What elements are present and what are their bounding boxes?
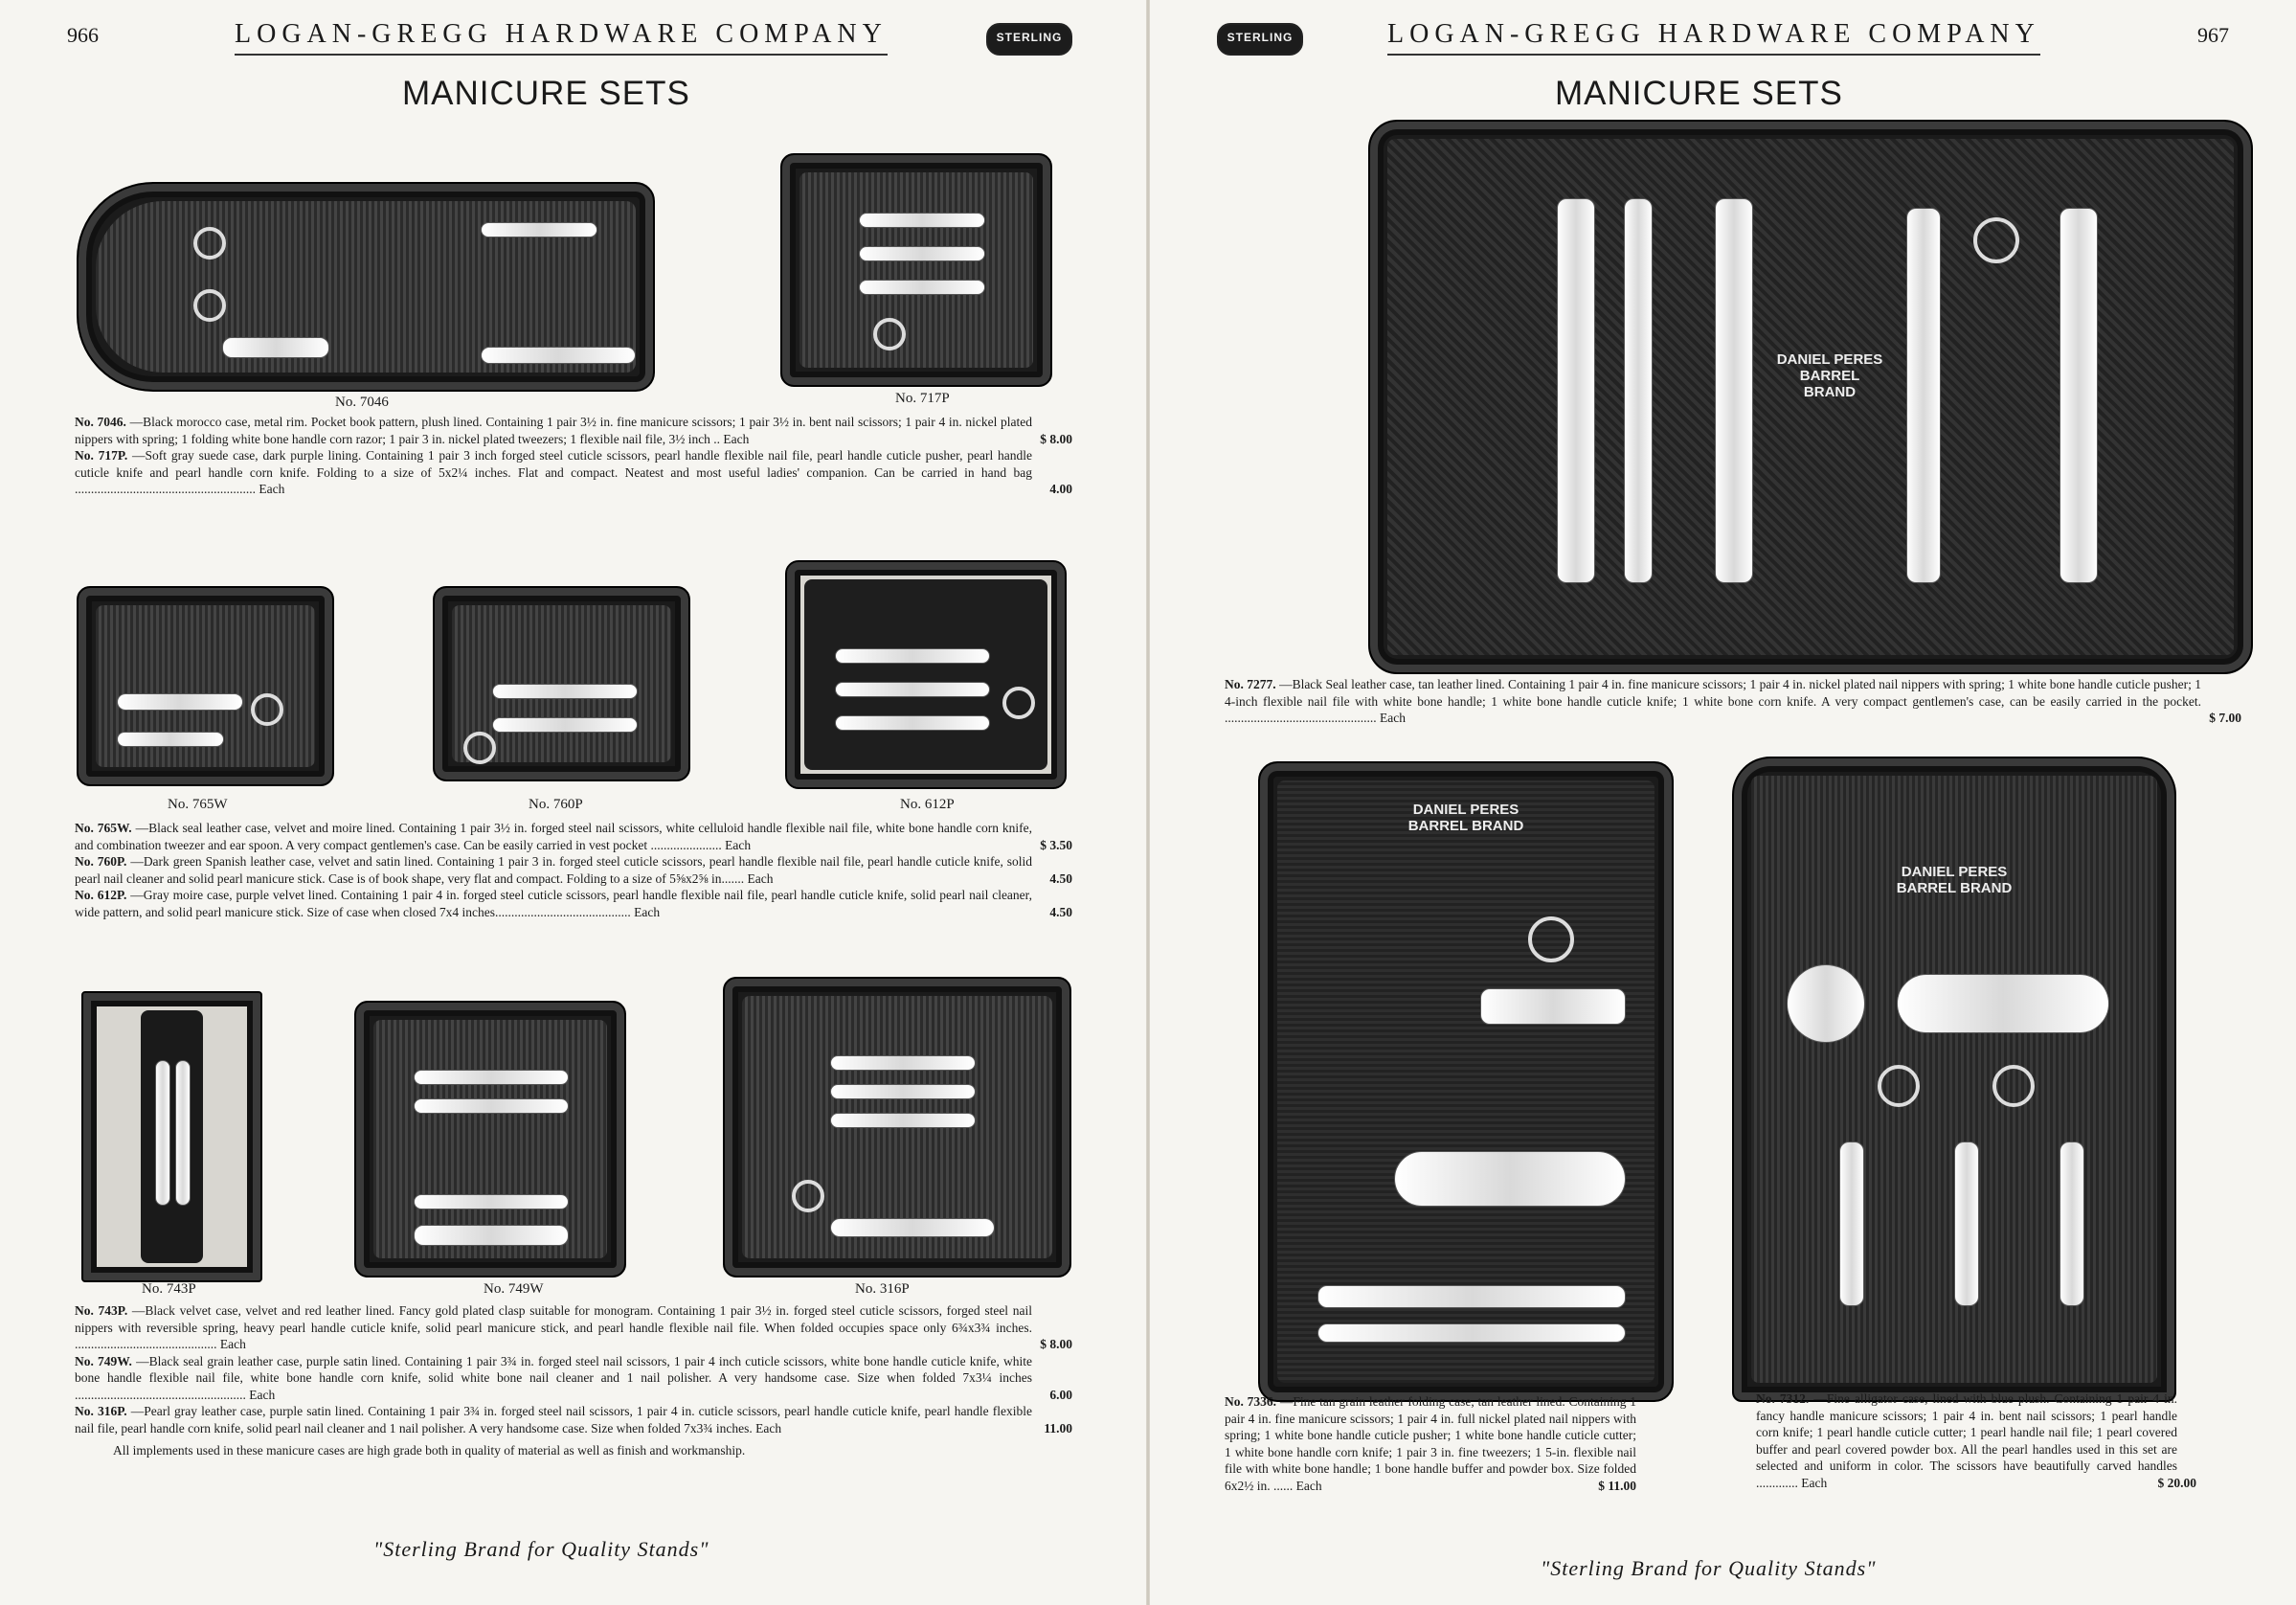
tool-handle bbox=[830, 1113, 976, 1128]
tool-handle bbox=[859, 213, 985, 228]
price: $ 8.00 bbox=[1040, 1337, 1072, 1351]
scissors-icon bbox=[251, 693, 283, 726]
scissors-icon bbox=[193, 227, 226, 260]
price: 11.00 bbox=[1044, 1420, 1072, 1435]
tool-handle bbox=[117, 693, 243, 711]
tool-handle bbox=[155, 1060, 170, 1206]
tool-handle bbox=[492, 684, 638, 699]
entry-743p: No. 743P. —Black velvet case, velvet and red leather lined. Fancy gold plated clasp suitable for monogram. Containing 1 pair 3½ in. forged steel cuticle scissors, forged steel nail nippers with reversible spring, heavy pearl handle cuticle knife, solid pearl manicure stick, and pearl handle flexible nail file. When folded occupies space only 6¾x3¾ inches. ............................................ Each $ 8.00 bbox=[75, 1303, 1072, 1351]
entry-765w: No. 765W. —Black seal leather case, velvet and moire lined. Containing 1 pair 3½ in. forged steel nail scissors, white celluloid handle flexible nail file, white bone handle corn knife, and combination tweezer and ear spoon. A very compact gentlemen's case. Can be easily carried in vest pocket ...................... Each $ 3.50 bbox=[75, 821, 1072, 852]
figure-7336 bbox=[1258, 761, 1674, 1402]
slogan: "Sterling Brand for Quality Stands" bbox=[373, 1537, 709, 1561]
page-title: MANICURE SETS bbox=[402, 75, 690, 112]
tool-handle bbox=[481, 347, 636, 364]
entry-717p: No. 717P. —Soft gray suede case, dark purple lining. Containing 1 pair 3 inch forged steel cuticle scissors, pearl handle flexible nail file, pearl handle cuticle pusher, pearl handle cuticle knife and pearl handle corn knife. Folding to a size of 5x2¼ inches. Flat and compact. Neatest and most useful ladies' companion. Can be carried in hand bag ........................................................ Each 4.00 bbox=[75, 448, 1072, 496]
price: $ 11.00 bbox=[1598, 1478, 1636, 1493]
figure-7312 bbox=[1732, 757, 2176, 1402]
tool-handle bbox=[1317, 1285, 1626, 1308]
figure-label: No. 717P bbox=[895, 391, 950, 406]
entry-7312: No. 7312. —Fine alligator case, lined with blue plush. Containing 1 pair 4 in. fancy handle manicure scissors; 1 pair 4 in. bent nail scissors; 1 pearl handle corn knife; 1 pearl handle cuticle cutter; 1 pearl handle nail file; 1 pearl covered buffer and pearl covered powder box. All the pearl handles used in this set are selected and uniform in color. The scissors have beautifully carved handles ............. Each $ 20.00 bbox=[1756, 1391, 2196, 1490]
brand-stamp: DANIEL PERES BARREL BRAND bbox=[1776, 351, 1883, 400]
page-title: MANICURE SETS bbox=[1555, 75, 1843, 112]
tool-handle bbox=[1839, 1142, 1864, 1306]
page-number: 967 bbox=[2197, 23, 2229, 47]
price: $ 20.00 bbox=[2157, 1475, 2196, 1490]
tool-handle bbox=[1317, 1323, 1626, 1343]
entries-mid bbox=[75, 820, 1072, 920]
tool-handle bbox=[1480, 988, 1626, 1025]
tool-handle bbox=[222, 337, 329, 358]
tool-handle bbox=[830, 1055, 976, 1071]
entry-7046: No. 7046. —Black morocco case, metal rim. Pocket book pattern, plush lined. Containing 1 pair 3½ in. fine manicure scissors; 1 pair 3½ in. bent nail scissors; 1 pair 4 in. nickel plated nippers with spring; 1 folding white bone handle corn razor; 1 pair 3 in. nickel plated tweezers; 1 flexible nail file, 3½ inch .. Each $ 8.00 bbox=[75, 415, 1072, 446]
figure-label: No. 760P bbox=[529, 797, 583, 812]
entry-612p: No. 612P. —Gray moire case, purple velvet lined. Containing 1 pair 4 in. forged steel cuticle scissors, pearl handle flexible nail file, pearl handle cuticle knife, solid pearl nail cleaner, wide pattern, and solid pearl manicure stick. Size of case when closed 7x4 inches.......................................... Each 4.50 bbox=[75, 888, 1072, 919]
tool-handle bbox=[835, 715, 990, 731]
scissors-icon bbox=[873, 318, 906, 350]
scissors-icon bbox=[1002, 687, 1035, 719]
figure-7277 bbox=[1368, 120, 2253, 674]
tool-handle bbox=[1624, 198, 1653, 583]
footnote: All implements used in these manicure cases are high grade both in quality of material as well as finish and workmanship. bbox=[113, 1443, 746, 1458]
entries-bottom bbox=[75, 1302, 1072, 1459]
tool-handle bbox=[830, 1084, 976, 1099]
entry-749w: No. 749W. —Black seal grain leather case, purple satin lined. Containing 1 pair 3¾ in. forged steel nail scissors, 1 pair 4 inch cuticle scissors, white bone handle cuticle knife, white bone handle flexible nail file, white bone handle corn knife, solid white bone nail cleaner and 1 nail polisher. A very handsome case. Size when folded 7x3¼ inches ..................................................... Each 6.00 bbox=[75, 1353, 1072, 1402]
tool-handle bbox=[175, 1060, 191, 1206]
figure-765w bbox=[77, 586, 334, 786]
entry-7336: No. 7336. —Fine tan grain leather folding case, tan leather lined. Containing 1 pair 4 in. fine manicure scissors; 1 pair 4 in. full nickel plated nail nippers with spring; 1 white bone handle cuticle pusher; 1 white bone handle cuticle cutter; 1 white bone handle corn knife; 1 pair 3 in. fine tweezers; 1 5-in. flexible nail file with white bone handle; 1 bone handle buffer and powder box. Size folded 6x2½ in. ...... Each $ 11.00 bbox=[1225, 1394, 1637, 1493]
tool-handle bbox=[2060, 208, 2098, 583]
tool-handle bbox=[481, 222, 597, 237]
tool-handle bbox=[414, 1194, 569, 1209]
tool-handle bbox=[859, 246, 985, 261]
price: 4.50 bbox=[1049, 870, 1072, 886]
price: $ 3.50 bbox=[1040, 837, 1072, 852]
tool-handle bbox=[859, 280, 985, 295]
entry-316p: No. 316P. —Pearl gray leather case, purple satin lined. Containing 1 pair 3¾ in. forged steel nail scissors, 1 pair 4 in. cuticle scissors, pearl handle cuticle knife, pearl handle flexible nail file, pearl handle corn knife, solid pearl nail cleaner and 1 nail polisher. A very handsome case. Size when folded 7x3¾ inches. Each 11.00 bbox=[75, 1404, 1072, 1435]
tool-handle bbox=[414, 1070, 569, 1085]
tool-handle bbox=[835, 648, 990, 664]
buffer bbox=[1897, 974, 2109, 1033]
figure-label: No. 749W bbox=[484, 1281, 544, 1297]
figure-760p bbox=[433, 586, 690, 781]
brand-stamp: DANIEL PERES BARREL BRAND bbox=[1407, 802, 1524, 834]
scissors-icon bbox=[1992, 1065, 2035, 1107]
scissors-icon bbox=[1878, 1065, 1920, 1107]
figure-749w bbox=[354, 1001, 626, 1277]
buffer bbox=[1394, 1151, 1626, 1207]
scissors-icon bbox=[1528, 916, 1574, 962]
running-head: LOGAN-GREGG HARDWARE COMPANY bbox=[1387, 19, 2040, 56]
scissors-icon bbox=[1973, 217, 2019, 263]
entry-7277: No. 7277. —Black Seal leather case, tan leather lined. Containing 1 pair 4 in. fine manicure scissors; 1 pair 4 in. nickel plated nail nippers with spring; 1 white bone handle cuticle pusher; 1 4-inch flexible nail file with white bone handle; 1 white bone handle cuticle knife; 1 white bone corn knife. A very compact gentlemen's case, can be easily carried in the pocket. ............................................... Each $ 7.00 bbox=[1225, 677, 2241, 725]
tool-handle bbox=[1906, 208, 1941, 583]
price: 4.00 bbox=[1049, 482, 1072, 496]
figure-label: No. 612P bbox=[900, 797, 955, 812]
slogan: "Sterling Brand for Quality Stands" bbox=[1541, 1556, 1877, 1580]
figure-612p bbox=[785, 560, 1067, 789]
tool-handle bbox=[1715, 198, 1753, 583]
scissors-icon bbox=[792, 1180, 824, 1212]
brand-stamp: DANIEL PERES BARREL BRAND bbox=[1896, 864, 2013, 896]
figure-label: No. 316P bbox=[855, 1281, 910, 1297]
scissors-icon bbox=[193, 289, 226, 322]
entries-top bbox=[75, 414, 1072, 498]
tool-handle bbox=[1557, 198, 1595, 583]
figure-717p bbox=[780, 153, 1052, 387]
sterling-logo: STERLING bbox=[1217, 23, 1303, 56]
scissors-icon bbox=[463, 732, 496, 764]
price: 6.00 bbox=[1049, 1387, 1072, 1402]
page-number: 966 bbox=[67, 23, 99, 47]
figure-label: No. 7046 bbox=[335, 395, 389, 410]
price: $ 8.00 bbox=[1040, 431, 1072, 446]
tool-handle bbox=[414, 1098, 569, 1114]
figure-label: No. 765W bbox=[168, 797, 228, 812]
tool-handle bbox=[2060, 1142, 2084, 1306]
figure-label: No. 743P bbox=[142, 1281, 196, 1297]
figure-316p bbox=[723, 977, 1071, 1277]
powder-box bbox=[1787, 964, 1865, 1043]
price: 4.50 bbox=[1049, 904, 1072, 919]
tool-handle bbox=[492, 717, 638, 733]
entry-760p: No. 760P. —Dark green Spanish leather case, velvet and satin lined. Containing 1 pair 3 in. forged steel cuticle scissors, pearl handle flexible nail file, pearl handle cuticle knife, solid pearl nail cleaner and solid pearl manicure stick. Case is of book shape, very flat and compact. Folding to a size of 5⅝x2⅝ in....... Each 4.50 bbox=[75, 854, 1072, 886]
tool-handle bbox=[414, 1225, 569, 1246]
figure-743p bbox=[81, 991, 262, 1282]
sterling-logo: STERLING bbox=[986, 23, 1072, 56]
right-page bbox=[1148, 0, 2296, 1605]
figure-7046 bbox=[77, 182, 655, 392]
price: $ 7.00 bbox=[2209, 711, 2241, 725]
tool-handle bbox=[835, 682, 990, 697]
tool-handle bbox=[1954, 1142, 1979, 1306]
tool-handle bbox=[830, 1218, 995, 1237]
tool-handle bbox=[117, 732, 224, 747]
running-head: LOGAN-GREGG HARDWARE COMPANY bbox=[235, 19, 888, 56]
